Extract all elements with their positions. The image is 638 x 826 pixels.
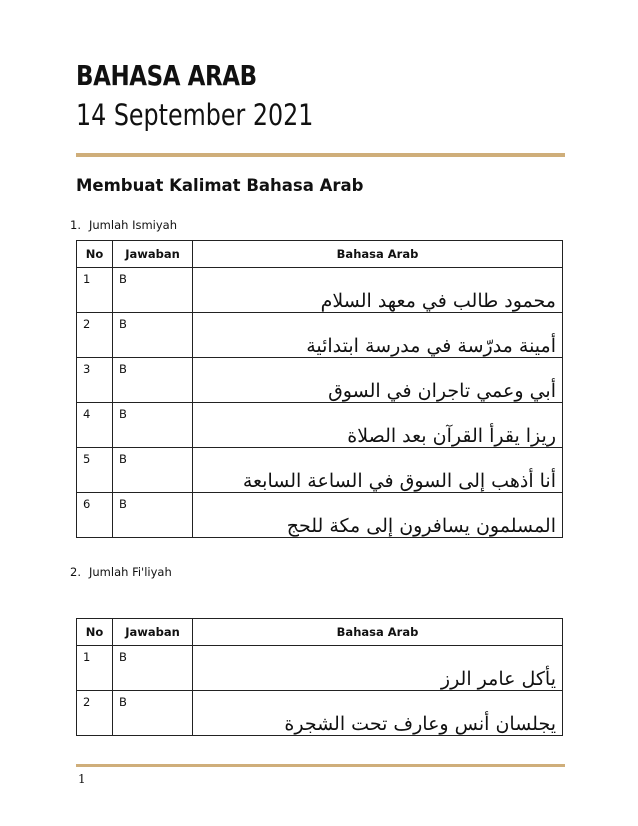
- list-label-ismiyah: [70, 218, 177, 232]
- cell-answer: B: [113, 448, 193, 493]
- footer-divider: [76, 764, 565, 767]
- list-number: 2.: [70, 565, 81, 579]
- table-row: [77, 268, 563, 313]
- table-row: [77, 313, 563, 358]
- cell-no: 3: [77, 358, 113, 403]
- cell-answer: B: [113, 358, 193, 403]
- cell-no: 1: [77, 646, 113, 691]
- table-filiyah: [76, 618, 563, 736]
- column-header-jawaban: Jawaban: [113, 619, 193, 646]
- cell-answer: B: [113, 493, 193, 538]
- cell-arabic: أمينة مدرّسة في مدرسة ابتدائية: [193, 313, 563, 358]
- table-row: [77, 358, 563, 403]
- column-header-bahasa-arab: Bahasa Arab: [193, 619, 563, 646]
- cell-answer: B: [113, 403, 193, 448]
- cell-arabic: محمود طالب في معهد السلام: [193, 268, 563, 313]
- column-header-bahasa-arab: Bahasa Arab: [193, 241, 563, 268]
- section-heading: Membuat Kalimat Bahasa Arab: [76, 176, 364, 195]
- cell-answer: B: [113, 646, 193, 691]
- cell-no: 2: [77, 691, 113, 736]
- table-ismiyah: [76, 240, 563, 538]
- column-header-no: No: [77, 241, 113, 268]
- cell-arabic: ريزا يقرأ القرآن بعد الصلاة: [193, 403, 563, 448]
- cell-arabic: يأكل عامر الرز: [193, 646, 563, 691]
- cell-answer: B: [113, 691, 193, 736]
- page-number: 1: [78, 772, 86, 786]
- table-row: [77, 691, 563, 736]
- table-header-row: [77, 241, 563, 268]
- list-label-filiyah: [70, 565, 172, 579]
- column-header-no: No: [77, 619, 113, 646]
- cell-no: 2: [77, 313, 113, 358]
- table-row: [77, 646, 563, 691]
- cell-no: 6: [77, 493, 113, 538]
- cell-arabic: أنا أذهب إلى السوق في الساعة السابعة: [193, 448, 563, 493]
- list-label-text: Jumlah Ismiyah: [89, 218, 177, 232]
- cell-arabic: المسلمون يسافرون إلى مكة للحج: [193, 493, 563, 538]
- page-date: 14 September 2021: [76, 98, 314, 132]
- cell-answer: B: [113, 268, 193, 313]
- cell-no: 5: [77, 448, 113, 493]
- cell-arabic: أبي وعمي تاجران في السوق: [193, 358, 563, 403]
- list-number: 1.: [70, 218, 81, 232]
- table-header-row: [77, 619, 563, 646]
- table-row: [77, 448, 563, 493]
- page-title: BAHASA ARAB: [76, 59, 257, 92]
- header-divider: [76, 153, 565, 157]
- cell-no: 1: [77, 268, 113, 313]
- table-row: [77, 493, 563, 538]
- cell-no: 4: [77, 403, 113, 448]
- list-label-text: Jumlah Fi'liyah: [89, 565, 172, 579]
- cell-answer: B: [113, 313, 193, 358]
- table-row: [77, 403, 563, 448]
- column-header-jawaban: Jawaban: [113, 241, 193, 268]
- cell-arabic: يجلسان أنس وعارف تحت الشجرة: [193, 691, 563, 736]
